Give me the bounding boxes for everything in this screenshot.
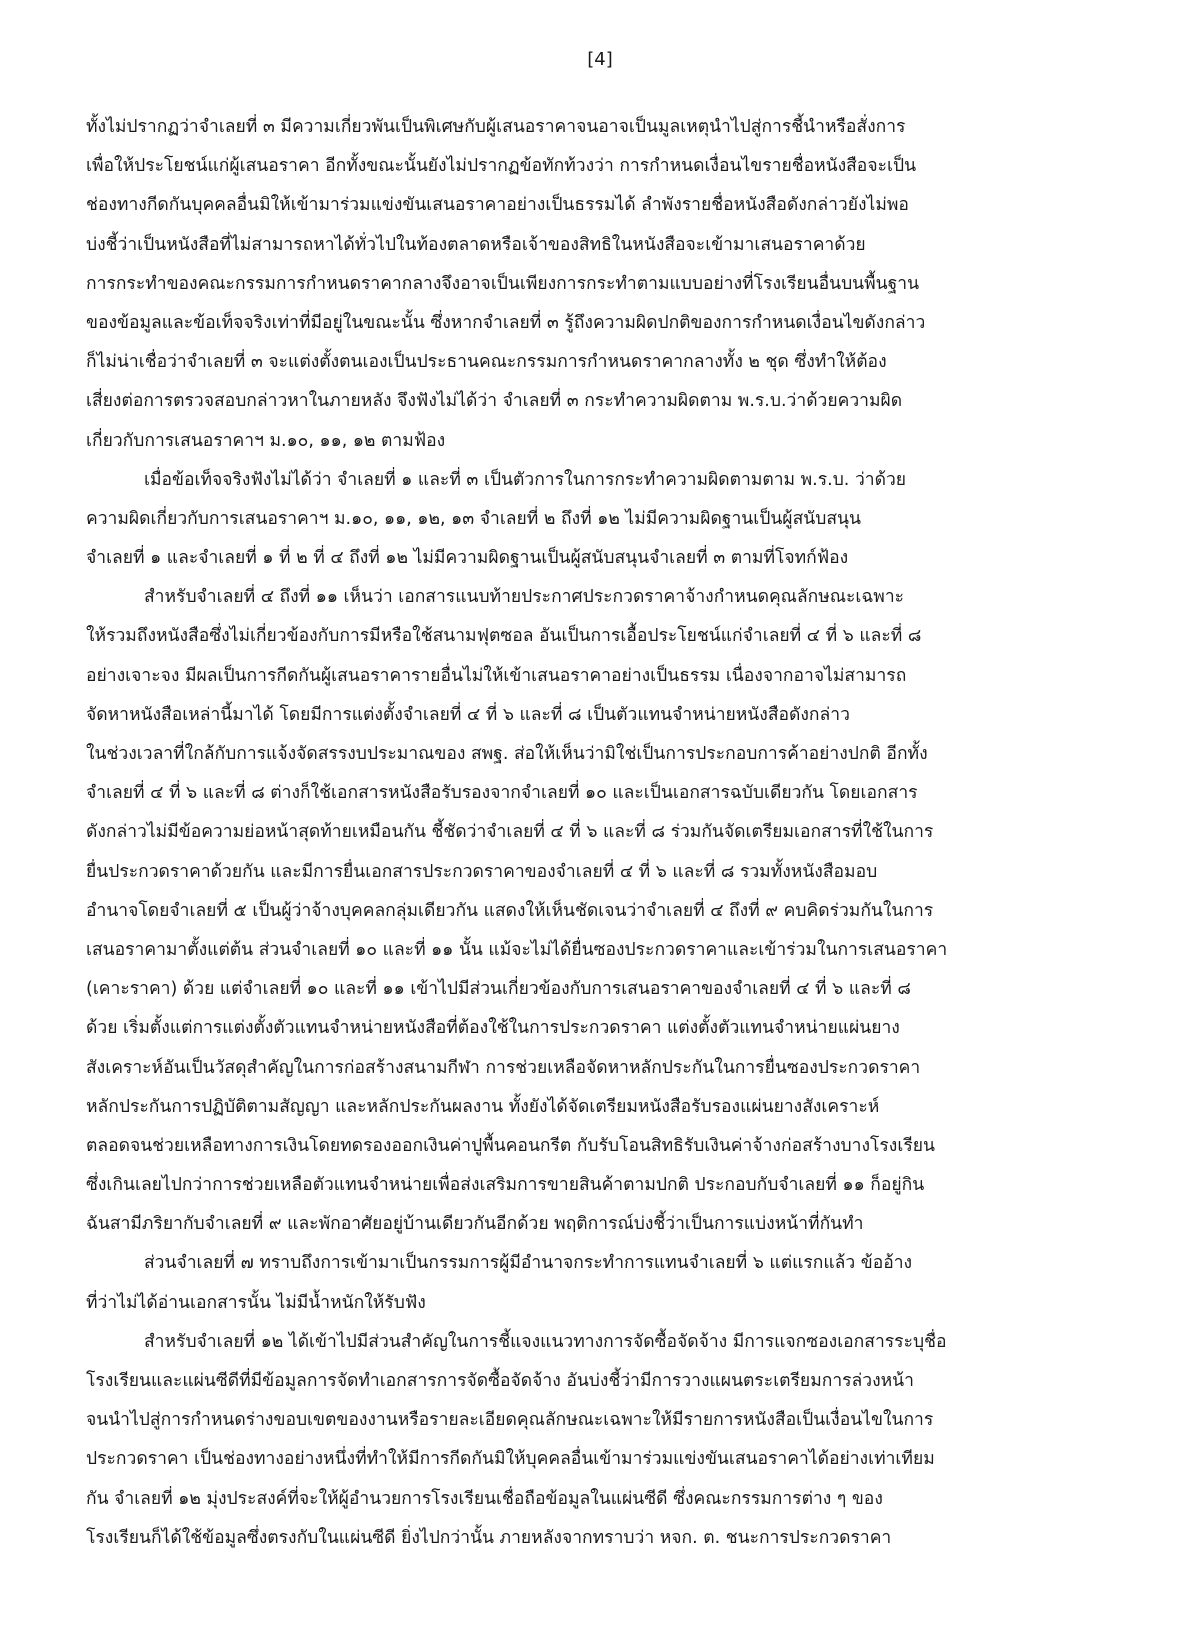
text-line: ให้รวมถึงหนังสือซึ่งไม่เกี่ยวข้องกับการมีหรือใช้สนามฟุตซอล อันเป็นการเอื้อประโยชน์แก่จำเลยที่ ๔ ที่ ๖ และที่ ๘: [86, 626, 922, 647]
text-line: ส่วนจำเลยที่ ๗ ทราบถึงการเข้ามาเป็นกรรมการผู้มีอำนาจกระทำการแทนจำเลยที่ ๖ แต่แรกแล้ว ข้ออ้าง: [144, 1253, 913, 1274]
text-line: จัดหาหนังสือเหล่านี้มาได้ โดยมีการแต่งตั้งจำเลยที่ ๔ ที่ ๖ และที่ ๘ เป็นตัวแทนจำหน่ายหนังสือดังกล่าว: [86, 704, 850, 725]
text-line: สังเคราะห์อันเป็นวัสดุสำคัญในการก่อสร้างสนามกีฬา การช่วยเหลือจัดหาหลักประกันในการยื่นซองประกวดราคา: [86, 1057, 921, 1078]
text-line: ฉันสามีภริยากับจำเลยที่ ๙ และพักอาศัยอยู่บ้านเดียวกันอีกด้วย พฤติการณ์บ่งชี้ว่าเป็นการแบ่งหน้าที่กันทำ: [86, 1214, 864, 1235]
text-line: เกี่ยวกับการเสนอราคาฯ ม.๑๐, ๑๑, ๑๒ ตามฟ้อง: [86, 430, 446, 451]
text-line: ยื่นประกวดราคาด้วยกัน และมีการยื่นเอกสารประกวดราคาของจำเลยที่ ๔ ที่ ๖ และที่ ๘ รวมทั้งหนังสือมอบ: [86, 861, 878, 882]
text-line: (เคาะราคา) ด้วย แต่จำเลยที่ ๑๐ และที่ ๑๑ เข้าไปมีส่วนเกี่ยวข้องกับการเสนอราคาของจำเลยที่ ๔ ที่ ๖ และที่ ๘: [86, 979, 911, 1000]
text-line: ก็ไม่น่าเชื่อว่าจำเลยที่ ๓ จะแต่งตั้งตนเองเป็นประธานคณะกรรมการกำหนดราคากลางทั้ง ๒ ชุด ซึ่งทำให้ต้อง: [86, 352, 887, 373]
text-line: โรงเรียนและแผ่นซีดีที่มีข้อมูลการจัดทำเอกสารการจัดซื้อจัดจ้าง อันบ่งชี้ว่ามีการวางแผนตระเตรียมการล่วงหน้า: [86, 1371, 914, 1391]
text-line: หลักประกันการปฏิบัติตามสัญญา และหลักประกันผลงาน ทั้งยังได้จัดเตรียมหนังสือรับรองแผ่นยางสังเคราะห์: [86, 1096, 880, 1117]
text-line: ช่องทางกีดกันบุคคลอื่นมิให้เข้ามาร่วมแข่งขันเสนอราคาอย่างเป็นธรรมได้ ลำพังรายชื่อหนังสือดังกล่าวยังไม่พอ: [86, 195, 909, 216]
paragraph: [86, 108, 1106, 461]
text-line: สำหรับจำเลยที่ ๔ ถึงที่ ๑๑ เห็นว่า เอกสารแนบท้ายประกาศประกวดราคาจ้างกำหนดคุณลักษณะเฉพาะ: [144, 587, 905, 608]
page-number: [4]: [587, 49, 613, 70]
text-line: การกระทำของคณะกรรมการกำหนดราคากลางจึงอาจเป็นเพียงการกระทำตามแบบอย่างที่โรงเรียนอื่นบนพื้นฐาน: [86, 273, 920, 294]
text-line: ในช่วงเวลาที่ใกล้กับการแจ้งจัดสรรงบประมาณของ สพฐ. ส่อให้เห็นว่ามิใช่เป็นการประกอบการค้าอย่างปกติ อีกทั้ง: [86, 744, 928, 764]
text-line: ทั้งไม่ปรากฏว่าจำเลยที่ ๓ มีความเกี่ยวพันเป็นพิเศษกับผู้เสนอราคาจนอาจเป็นมูลเหตุนำไปสู่การชี้นำหรือสั่งการ: [86, 117, 906, 137]
body-text: [86, 108, 1106, 1558]
text-line: ของข้อมูลและข้อเท็จจริงเท่าที่มีอยู่ในขณะนั้น ซึ่งหากจำเลยที่ ๓ รู้ถึงความผิดปกติของการกำหนดเงื่อนไขดังกล่าว: [86, 312, 926, 333]
text-line: ด้วย เริ่มตั้งแต่การแต่งตั้งตัวแทนจำหน่ายหนังสือที่ต้องใช้ในการประกวดราคา แต่งตั้งตัวแทนจำหน่ายแผ่นยาง: [86, 1018, 900, 1039]
text-line: โรงเรียนก็ได้ใช้ข้อมูลซึ่งตรงกับในแผ่นซีดี ยิ่งไปกว่านั้น ภายหลังจากทราบว่า หจก. ต. ชนะการประกวดราคา: [86, 1527, 892, 1548]
text-line: ดังกล่าวไม่มีข้อความย่อหน้าสุดท้ายเหมือนกัน ชี้ชัดว่าจำเลยที่ ๔ ที่ ๖ และที่ ๘ ร่วมกันจัดเตรียมเอกสารที่ใช้ในการ: [86, 822, 934, 843]
text-line: จำเลยที่ ๔ ที่ ๖ และที่ ๘ ต่างก็ใช้เอกสารหนังสือรับรองจากจำเลยที่ ๑๐ และเป็นเอกสารฉบับเดียวกัน โดยเอกสาร: [86, 783, 918, 804]
text-line: กัน จำเลยที่ ๑๒ มุ่งประสงค์ที่จะให้ผู้อำนวยการโรงเรียนเชื่อถือข้อมูลในแผ่นซีดี ซึ่งคณะกรรมการต่าง ๆ ของ: [86, 1488, 883, 1509]
text-line: เมื่อข้อเท็จจริงฟังไม่ได้ว่า จำเลยที่ ๑ และที่ ๓ เป็นตัวการในการกระทำความผิดตามตาม พ.ร.บ. ว่าด้วย: [144, 469, 907, 490]
text-line: เพื่อให้ประโยชน์แก่ผู้เสนอราคา อีกทั้งขณะนั้นยังไม่ปรากฏข้อทักท้วงว่า การกำหนดเงื่อนไขรายชื่อหนังสือจะเป็น: [86, 156, 917, 177]
text-line: จำเลยที่ ๑ และจำเลยที่ ๑ ที่ ๒ ที่ ๔ ถึงที่ ๑๒ ไม่มีความผิดฐานเป็นผู้สนับสนุนจำเลยที่ ๓ ตามที่โจทก์ฟ้อง: [86, 548, 849, 569]
text-line: เสี่ยงต่อการตรวจสอบกล่าวหาในภายหลัง จึงฟังไม่ได้ว่า จำเลยที่ ๓ กระทำความผิดตาม พ.ร.บ.ว่าด้วยความผิด: [86, 391, 903, 412]
text-line: อำนาจโดยจำเลยที่ ๕ เป็นผู้ว่าจ้างบุคคลกลุ่มเดียวกัน แสดงให้เห็นชัดเจนว่าจำเลยที่ ๔ ถึงที่ ๙ คบคิดร่วมกันในการ: [86, 900, 934, 921]
paragraph: [86, 1244, 1106, 1322]
text-line: อย่างเจาะจง มีผลเป็นการกีดกันผู้เสนอราคารายอื่นไม่ให้เข้าเสนอราคาอย่างเป็นธรรม เนื่องจากอาจไม่สามารถ: [86, 665, 907, 686]
text-line: ซึ่งเกินเลยไปกว่าการช่วยเหลือตัวแทนจำหน่ายเพื่อส่งเสริมการขายสินค้าตามปกติ ประกอบกับจำเลยที่ ๑๑ ก็อยู่กิน: [86, 1175, 925, 1196]
text-line: ที่ว่าไม่ได้อ่านเอกสารนั้น ไม่มีน้ำหนักให้รับฟัง: [86, 1292, 426, 1313]
text-line: ความผิดเกี่ยวกับการเสนอราคาฯ ม.๑๐, ๑๑, ๑๒, ๑๓ จำเลยที่ ๒ ถึงที่ ๑๒ ไม่มีความผิดฐานเป็นผู้สนับสนุน: [86, 508, 861, 529]
paragraph: [86, 461, 1106, 579]
paragraph: [86, 1323, 1106, 1558]
text-line: จนนำไปสู่การกำหนดร่างขอบเขตของงานหรือรายละเอียดคุณลักษณะเฉพาะให้มีรายการหนังสือเป็นเงื่อนไขในการ: [86, 1410, 934, 1431]
text-line: สำหรับจำเลยที่ ๑๒ ได้เข้าไปมีส่วนสำคัญในการชี้แจงแนวทางการจัดซื้อจัดจ้าง มีการแจกซองเอกสารระบุชื่อ: [144, 1331, 947, 1352]
text-line: เสนอราคามาตั้งแต่ต้น ส่วนจำเลยที่ ๑๐ และที่ ๑๑ นั้น แม้จะไม่ได้ยื่นซองประกวดราคาและเข้าร่วมในการเสนอราคา: [86, 939, 948, 960]
text-line: ตลอดจนช่วยเหลือทางการเงินโดยทดรองออกเงินค่าปูพื้นคอนกรีต กับรับโอนสิทธิรับเงินค่าจ้างก่อสร้างบางโรงเรียน: [86, 1135, 935, 1156]
text-line: บ่งชี้ว่าเป็นหนังสือที่ไม่สามารถหาได้ทั่วไปในท้องตลาดหรือเจ้าของสิทธิในหนังสือจะเข้ามาเสนอราคาด้วย: [86, 234, 866, 255]
text-line: ประกวดราคา เป็นช่องทางอย่างหนึ่งที่ทำให้มีการกีดกันมิให้บุคคลอื่นเข้ามาร่วมแข่งขันเสนอราคาได้อย่างเท่าเทียม: [86, 1449, 935, 1470]
paragraph: [86, 578, 1106, 1244]
